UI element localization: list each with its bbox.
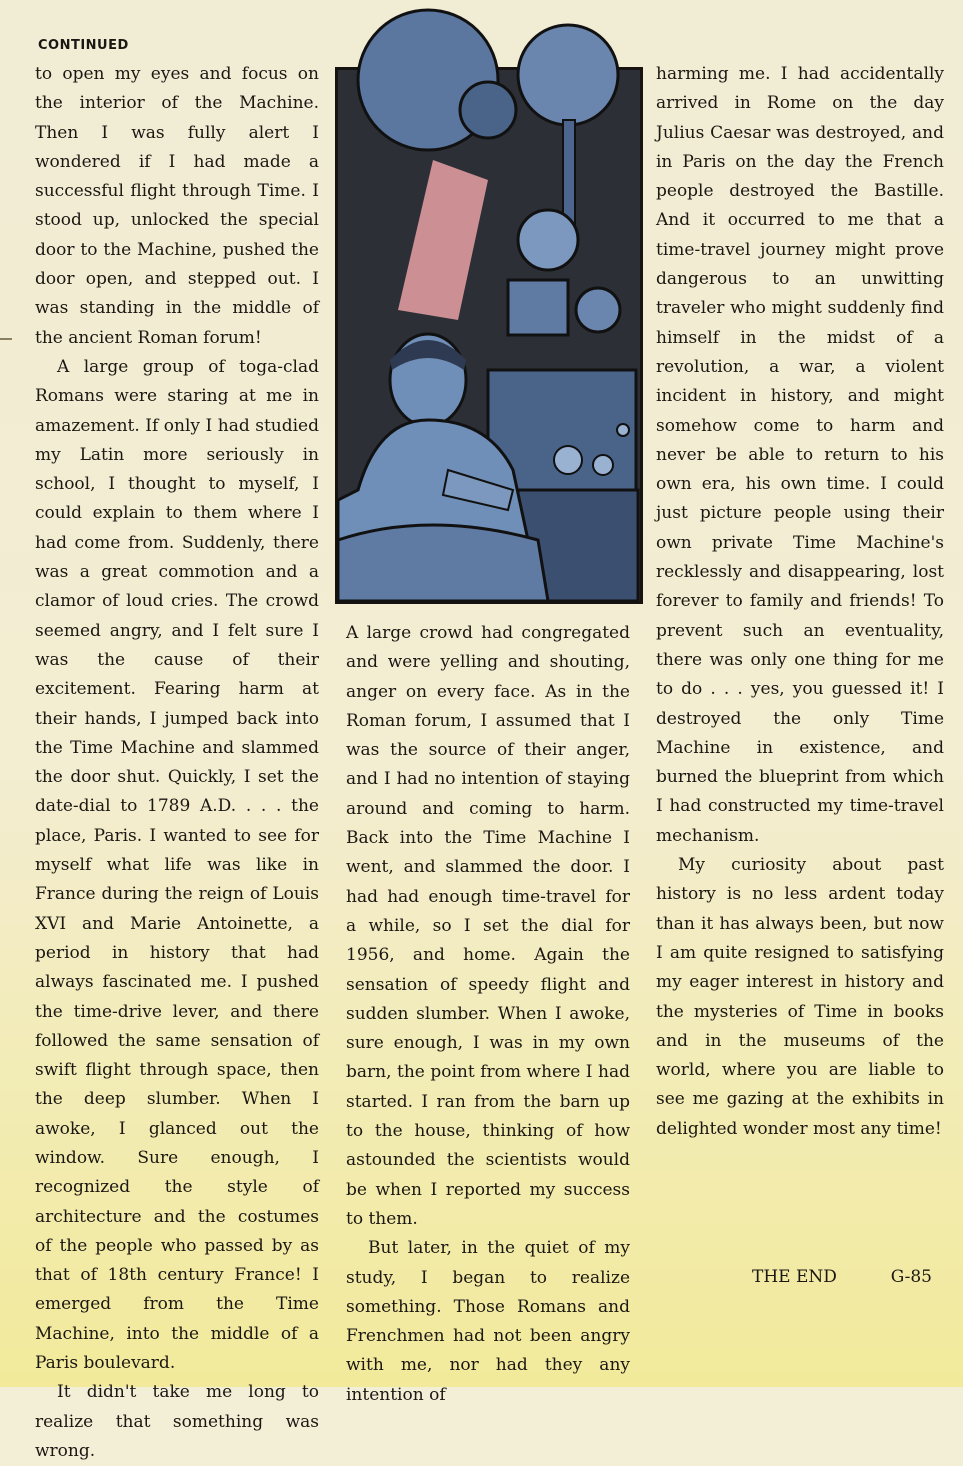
time-machine-illustration [335, 67, 643, 604]
paragraph: A large crowd had congregated and were yelling and shouting, anger on every face. As in the Roman forum, I assumed that I was the source of their anger, and I had no intention of staying around and coming to harm. Back into the Time Machine I went, and slammed the door. I had had enough time-travel for a while, so I set the dial for 1956, and home. Again the sensation of speedy flight and sudden slumber. When I awoke, sure enough, I was in my own barn, the point from where I had started. I ran from the barn up to the house, thinking of how astounded the scientists would be when I reported my success to them. [346, 623, 630, 1229]
page-code: G-85 [890, 1267, 932, 1287]
the-end-label: THE END [752, 1267, 837, 1287]
text-column-2 [346, 619, 630, 1410]
man-in-time-machine-illustration-icon [338, 70, 640, 601]
paragraph: harming me. I had accidentally arrived in Rome on the day Julius Caesar was destroyed, and in Paris on the day the French people destroyed the Bastille. And it occurred to me that a time-travel journey might prove dangerous to an unwitting traveler who might suddenly find himself in the midst of a revolution, a war, a violent incident in history, and might somehow come to harm and never be able to return to his own era, his own time. I could just picture people using their own private Time Machine's recklessly and disappearing, lost forever to family and friends! To prevent such an eventuality, there was only one thing for me to do . . . yes, you guessed it! I destroyed the only Time Machine in existence, and burned the blueprint from which I had constructed my time-travel mechanism. [656, 64, 944, 846]
text-column-1 [35, 60, 319, 1466]
text-column-3 [656, 60, 944, 1144]
paragraph: My curiosity about past history is no less ardent today than it has always been, but now I am quite resigned to satisfying my eager interest in history and the mysteries of Time in books and in the museums of the world, where you are liable to see me gazing at the exhibits in delighted wonder most any time! [656, 855, 944, 1139]
paragraph: A large group of toga-clad Romans were staring at me in amazement. If only I had studied my Latin more seriously in school, I thought to myself, I could explain to them where I had come from. Suddenly, there was a great commotion and a clamor of loud cries. The crowd seemed angry, and I felt sure I was the cause of their excitement. Fearing harm at their hands, I jumped back into the Time Machine and slammed the door shut. Quickly, I set the date-dial to 1789 A.D. . . . the place, Paris. I wanted to see for myself what life was like in France during the reign of Louis XVI and Marie Antoinette, a period in history that had always fascinated me. I pushed the time-drive lever, and there followed the same sensation of swift flight through space, then the deep slumber. When I awoke, I glanced out the window. Sure enough, I recognized the style of architecture and the costumes of the people who passed by as that of 18th century France! I emerged from the Time Machine, into the middle of a Paris boulevard. [35, 356, 319, 1374]
paragraph: It didn't take me long to realize that something was wrong. [35, 1382, 319, 1461]
margin-mark [0, 338, 12, 340]
continued-label: CONTINUED [38, 38, 129, 53]
paragraph: to open my eyes and focus on the interior of the Machine. Then I was fully alert I wondered if I had made a successful flight through Time. I stood up, unlocked the special door to the Machine, pushed the door open, and stepped out. I was standing in the middle of the ancient Roman forum! [35, 64, 319, 348]
paragraph: But later, in the quiet of my study, I began to realize something. Those Romans and Frenchmen had not been angry with me, nor had they any intention of [346, 1238, 630, 1405]
